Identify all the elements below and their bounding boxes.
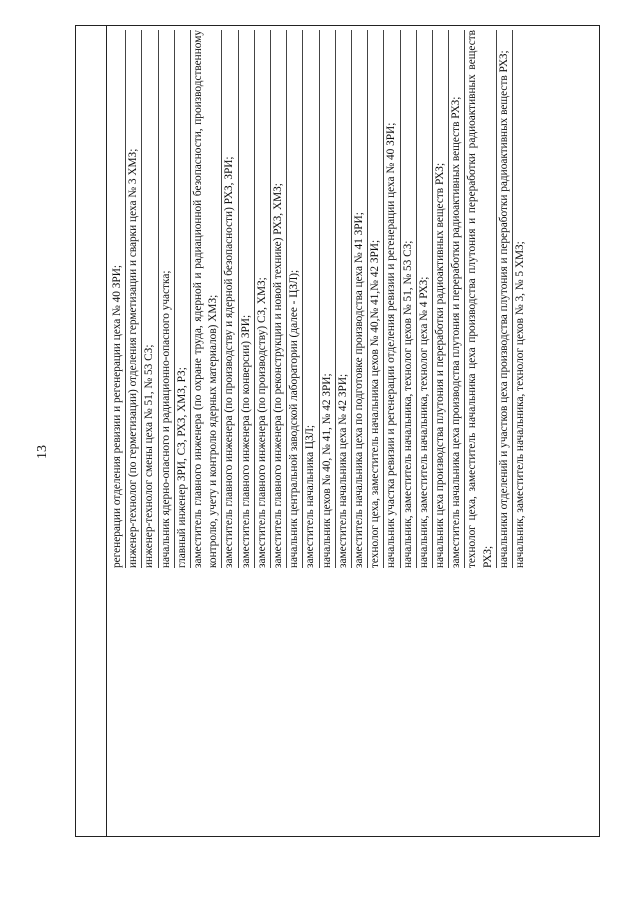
list-item: технолог цеха, заместитель начальника цехов № 40,№ 41,№ 42 ЗРИ; [368,30,384,568]
list-item: инженер-технолог (по герметизации) отделения герметизации и сварки цеха № 3 ХМЗ; [126,30,142,568]
list-item: технолог цеха, заместитель начальника цеха производства плутония и переработки радиоактивных веществ РХЗ; [465,30,496,568]
list-item: начальник, заместитель начальника, технолог цехов № 51, № 53 СЗ; [401,30,417,568]
list-item: заместитель начальника цеха № 42 ЗРИ; [336,30,352,568]
list-item: заместитель начальника ЦЗЛ; [303,30,319,568]
list-item: заместитель главного инженера (по конверсии) ЗРИ; [239,30,255,568]
list-item: начальник, заместитель начальника, технолог цеха № 4 РХЗ; [417,30,433,568]
list-item: заместитель главного инженера (по производству и ядерной безопасности) РХЗ, ЗРИ; [222,30,238,568]
positions-list [110,30,599,568]
list-item: начальник ядерно-опасного и радиационно-опасного участка; [159,30,175,568]
list-item: начальник цехов № 40, № 41, № 42 ЗРИ; [320,30,336,568]
list-item: заместитель главного инженера (по производству) СЗ, ХМЗ; [255,30,271,568]
list-item: начальник участка ревизии и регенерации отделения ревизии и регенерации цеха № 40 ЗРИ; [384,30,400,568]
list-item: заместитель главного инженера (по реконструкции и новой технике) РХЗ, ХМЗ; [271,30,287,568]
list-item: начальник центральной заводской лаборатории (далее - ЦЗЛ); [287,30,303,568]
column-divider [106,26,107,836]
list-item: главный инженер ЗРИ, СЗ, РХЗ, ХМЗ, РЗ; [175,30,191,568]
list-item: регенерации отделения ревизии и регенерации цеха № 40 ЗРИ; [110,30,126,568]
document-table [75,25,600,837]
list-item: начальник цеха производства плутония и переработки радиоактивных веществ РХЗ; [433,30,449,568]
list-item: заместитель главного инженера (по охране труда, ядерной и радиационной безопасности, производственному контролю, учету и контролю ядерных материалов) ХМЗ; [191,30,222,568]
list-item: заместитель начальника цеха производства плутония и переработки радиоактивных веществ РХЗ; [449,30,465,568]
rotated-page [75,25,600,837]
page-number: 13 [35,445,50,459]
list-item: инженер-технолог смены цеха № 51, № 53 СЗ; [142,30,158,568]
list-item: начальники отделений и участков цеха производства плутония и переработки радиоактивных веществ РХЗ; [497,30,513,568]
list-item: заместитель начальника цеха по подготовке производства цеха № 41 ЗРИ; [352,30,368,568]
list-item: начальник, заместитель начальника, технолог цехов № 3, № 5 ХМЗ; [514,241,527,568]
